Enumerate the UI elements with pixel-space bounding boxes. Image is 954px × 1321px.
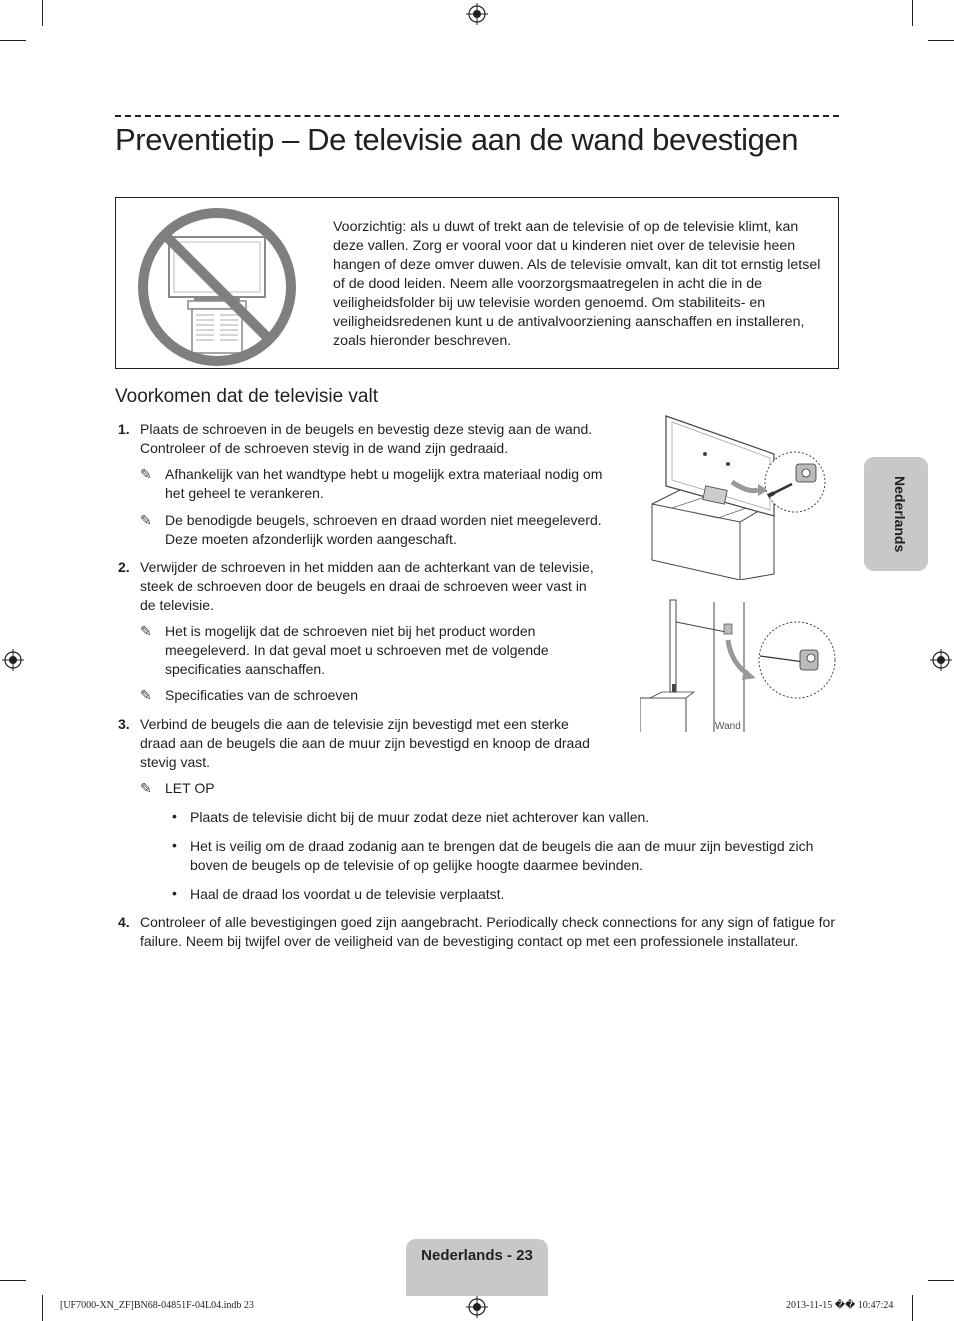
registration-mark-icon: [466, 3, 488, 25]
bullet-icon: •: [172, 885, 177, 901]
registration-mark-icon: [2, 649, 24, 671]
page-title: Preventietip – De televisie aan de wand bevestigen: [115, 122, 799, 157]
crop-mark: [928, 40, 954, 41]
tv-bracket-illustration: [648, 414, 838, 580]
pencil-note-icon: ✎: [140, 780, 152, 796]
registration-mark-icon: [466, 1296, 488, 1318]
bullet-icon: •: [172, 808, 177, 824]
print-slug-left: [UF7000-XN_ZF]BN68-04851F-04L04.indb 23: [60, 1300, 254, 1311]
step-number: 1.: [118, 421, 130, 437]
crop-mark: [0, 40, 26, 41]
crop-mark: [912, 1295, 913, 1321]
bullet-text: Haal de draad los voordat u de televisie verplaatst.: [190, 886, 505, 902]
note-text: De benodigde beugels, schroeven en draad worden niet meegeleverd. Deze moeten afzonderlijk worden aangeschaft.: [165, 512, 602, 547]
crop-mark: [42, 0, 43, 26]
crop-mark: [0, 1280, 26, 1281]
step-number: 2.: [118, 559, 130, 575]
note-text: Specificaties van de schroeven: [165, 687, 358, 703]
bullet-icon: •: [172, 837, 177, 853]
note-text: Afhankelijk van het wandtype hebt u mogelijk extra materiaal nodig om het geheel te verankeren.: [165, 466, 603, 501]
bullet-text: Plaats de televisie dicht bij de muur zodat deze niet achterover kan vallen.: [190, 809, 650, 825]
pencil-note-icon: ✎: [140, 687, 152, 703]
step-text: Plaats de schroeven in de beugels en bevestig deze stevig aan de wand. Controleer of de schroeven stevig in de wand zijn gedraaid.: [140, 421, 593, 456]
pencil-note-icon: ✎: [140, 512, 152, 528]
crop-mark: [928, 1280, 954, 1281]
page-number-tab: [406, 1239, 548, 1296]
warning-text: Voorzichtig: als u duwt of trekt aan de televisie of op de televisie klimt, kan deze vallen. Zorg er vooral voor dat u kinderen niet over de televisie heen hangen of deze omver duwen. Als de televisie omvalt, kan dit tot ernstig letsel of de dood leiden. Neem alle voorzorgsmaatregelen in acht die in de veiligheidsfolder bij uw televisie worden genoemd. Om stabiliteits- en veiligheidsredenen kunt u de antivalvoorziening aanschaffen en installeren, zoals hieronder beschreven.: [333, 219, 821, 349]
step-number: 4.: [118, 914, 130, 930]
title-rule: [115, 115, 839, 117]
crop-mark: [42, 1295, 43, 1321]
pencil-note-icon: ✎: [140, 466, 152, 482]
pencil-note-icon: ✎: [140, 623, 152, 639]
note-text: LET OP: [165, 780, 215, 796]
step-text: Controleer of alle bevestigingen goed zijn aangebracht. Periodically check connections for any sign of fatigue for failure. Neem bij twijfel over de veiligheid van de bevestiging contact op met een professionele installateur.: [140, 914, 835, 949]
crop-mark: [912, 0, 913, 26]
warning-box: [115, 197, 839, 369]
page-number-label: Nederlands - 23: [421, 1247, 533, 1264]
print-slug-right: 2013-11-15 �� 10:47:24: [786, 1300, 894, 1311]
registration-mark-icon: [930, 649, 952, 671]
step-text: Verbind de beugels die aan de televisie zijn bevestigd met een sterke draad aan de beugels die aan de muur zijn bevestigd en knoop de draad stevig vast.: [140, 716, 590, 770]
bullet-text: Het is veilig om de draad zodanig aan te brengen dat de beugels die aan de muur zijn bevestigd zich boven de beugels op de televisie of op gelijke hoogte daarmee bevinden.: [190, 838, 814, 873]
language-side-tab-label: Nederlands: [892, 475, 908, 553]
step-text: Verwijder de schroeven in het midden aan de achterkant van de televisie, steek de schroeven door de beugels en draai de schroeven weer vast in de televisie.: [140, 559, 594, 613]
note-text: Het is mogelijk dat de schroeven niet bij het product worden meegeleverd. In dat geval moet u schroeven met de volgende specificaties aanschaffen.: [165, 623, 549, 677]
language-side-tab: [864, 457, 928, 571]
wall-label: Wand: [715, 721, 741, 732]
step-number: 3.: [118, 716, 130, 732]
wall-bracket-illustration: [640, 596, 838, 736]
no-tv-on-cabinet-icon: [136, 205, 298, 367]
section-heading: Voorkomen dat de televisie valt: [115, 386, 378, 407]
